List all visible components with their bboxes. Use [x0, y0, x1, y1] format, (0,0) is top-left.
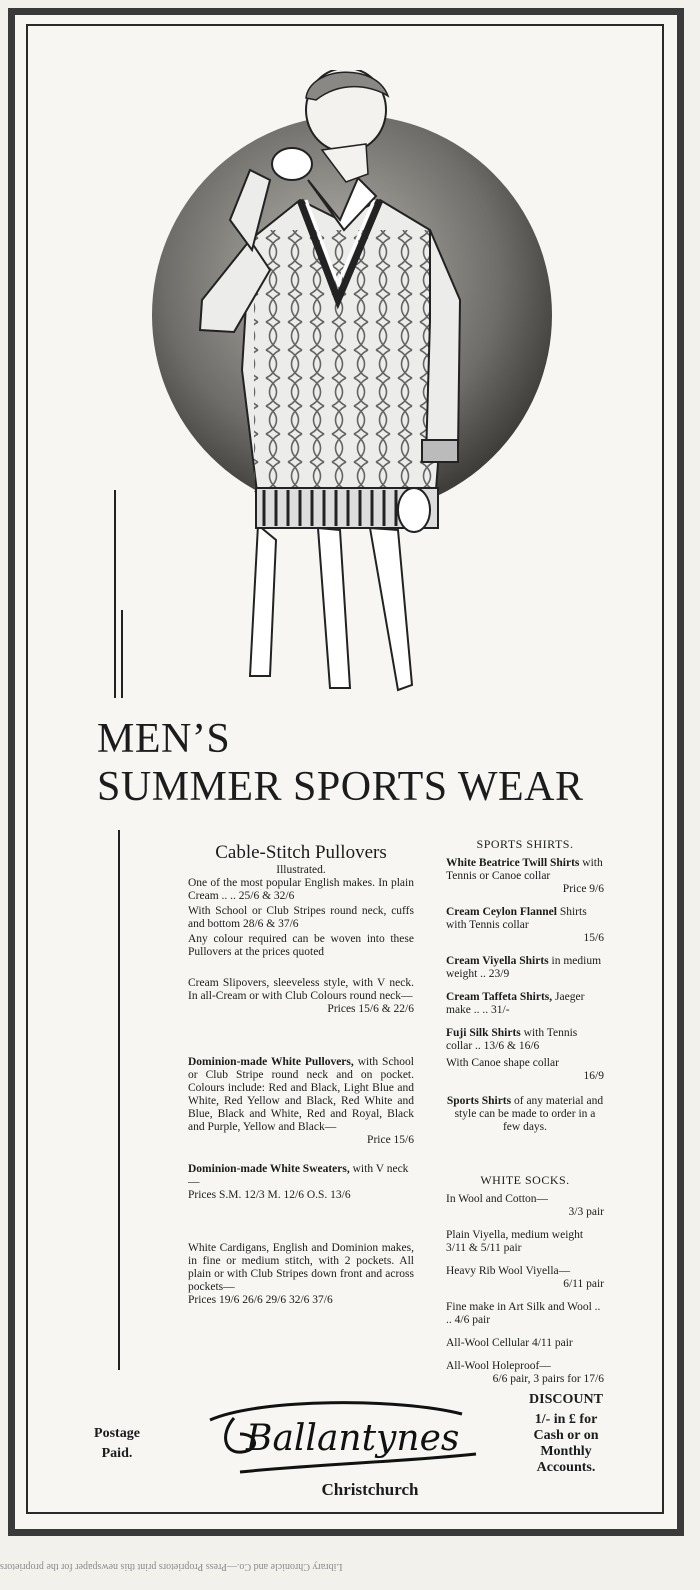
cardigans-item: White Cardigans, English and Dominion makes, in fine or medium stitch, with 2 pockets. All plain or with Club Stripes down front and across pockets—	[188, 1242, 414, 1293]
shirt-item-3-text: in medium weight .. 23/9	[446, 955, 602, 980]
dominion-sweaters-item	[188, 1163, 414, 1189]
dominion-pullovers-price: Price 15/6	[367, 1134, 414, 1146]
pullovers-item-2: With School or Club Stripes round neck, cuffs and bottom 28/6 & 37/6	[188, 905, 414, 930]
postage-line-2: Paid.	[101, 1446, 133, 1461]
sock-item-1: In Wool and Cotton—	[446, 1193, 549, 1205]
slipovers-item: Cream Slipovers, sleeveless style, with V neck. In all-Cream or with Club Colours round neck—	[188, 977, 414, 1002]
brand-signature: Ballantynes	[246, 1418, 460, 1459]
discount-line-2: 1/- in £ for	[534, 1412, 598, 1427]
shirt-item-1-text: with Tennis or Canoe collar	[446, 857, 603, 882]
headline-line-2: SUMMER SPORTS WEAR	[97, 764, 584, 810]
pullovers-item-1: One of the most popular English makes. In plain Cream .. .. 25/6 & 32/6	[188, 877, 414, 902]
page-footer-mirrored-text: Library Chronicle and Co.—Press Proprietors print this newspaper for the proprietors	[0, 1561, 343, 1572]
shirt-item-5	[446, 1027, 604, 1053]
pullovers-subheading: Illustrated.	[276, 864, 326, 876]
shirt-item-6-lead: Sports Shirts	[446, 1095, 512, 1107]
headline-line-1: MEN’S	[97, 716, 231, 762]
left-rule-bottom	[118, 830, 120, 1370]
sock-item-5: All-Wool Cellular 4/11 pair	[446, 1337, 573, 1349]
sock-item-6-price: 6/6 pair, 3 pairs for 17/6	[492, 1373, 604, 1385]
shirts-socks-column	[446, 838, 604, 1386]
pullovers-heading: Cable-Stitch Pullovers	[215, 842, 387, 863]
slipovers-price: Prices 15/6 & 22/6	[327, 1003, 414, 1015]
sports-shirts-heading: SPORTS SHIRTS.	[476, 837, 574, 851]
sock-item-4: Fine make in Art Silk and Wool .. .. 4/6 pair	[446, 1301, 601, 1326]
shirt-item-5b-price: 16/9	[583, 1070, 604, 1082]
discount-line-1: DISCOUNT	[529, 1392, 603, 1407]
left-rule-top-2	[121, 610, 123, 698]
dominion-sweaters-price: Prices S.M. 12/3 M. 12/6 O.S. 13/6	[188, 1189, 351, 1201]
shirt-item-5-text: with Tennis collar .. 13/6 & 16/6	[446, 1027, 578, 1052]
dominion-pullovers-text: with School or Club Stripe round neck and on pocket. Colours include: Red and Black, Light Blue and White, Red Yellow and Black, Red White and Blue, Black and White, Red and Royal, Black and Purple, Yellow and Black—	[188, 1056, 414, 1133]
shirt-item-2-text: Shirts with Tennis collar	[446, 906, 587, 931]
sock-item-6: All-Wool Holeproof—	[446, 1360, 551, 1372]
postage-line-1: Postage	[94, 1426, 140, 1441]
shirt-item-1	[446, 857, 604, 883]
shirt-item-2-lead: Cream Ceylon Flannel	[446, 906, 557, 918]
cardigans-price: Prices 19/6 26/6 29/6 32/6 37/6	[188, 1294, 333, 1306]
sock-item-3: Heavy Rib Wool Viyella—	[446, 1265, 571, 1277]
postage-note	[82, 1424, 152, 1464]
dominion-sweaters-lead: Dominion-made White Sweaters,	[188, 1163, 350, 1175]
dominion-pullovers-lead: Dominion-made White Pullovers,	[188, 1056, 354, 1068]
shirt-item-1-lead: White Beatrice Twill Shirts	[446, 857, 580, 869]
pullovers-column	[188, 842, 414, 1307]
shirt-item-1-price: Price 9/6	[562, 883, 604, 895]
pullovers-item-3: Any colour required can be woven into these Pullovers at the prices quoted	[188, 933, 414, 958]
shirt-item-6-text: of any material and style can be made to order in a few days.	[454, 1095, 604, 1133]
discount-line-4: Monthly	[540, 1444, 592, 1459]
sock-item-3-price: 6/11 pair	[563, 1278, 604, 1290]
shirt-item-2-price: 15/6	[583, 932, 604, 944]
dominion-pullovers-item	[188, 1056, 414, 1134]
sock-item-2: Plain Viyella, medium weight 3/11 & 5/11 pair	[446, 1229, 584, 1254]
shirt-item-5b: With Canoe shape collar	[446, 1057, 559, 1069]
dominion-sweaters-text: with V neck—	[188, 1163, 409, 1188]
shirt-item-2	[446, 906, 604, 932]
sock-item-1-price: 3/3 pair	[568, 1206, 604, 1218]
discount-line-3: Cash or on	[533, 1428, 599, 1443]
man-in-pullover-illustration	[130, 70, 570, 710]
shirt-item-3	[446, 955, 604, 981]
shirt-item-5-lead: Fuji Silk Shirts	[446, 1027, 521, 1039]
left-rule-top	[114, 490, 116, 698]
shirt-item-4	[446, 991, 604, 1017]
discount-line-5: Accounts.	[536, 1460, 596, 1475]
white-socks-heading: WHITE SOCKS.	[480, 1173, 570, 1187]
shirt-item-4-text: Jaeger make .. .. 31/-	[446, 991, 585, 1016]
shirt-item-3-lead: Cream Viyella Shirts	[446, 955, 549, 967]
discount-note	[516, 1392, 616, 1476]
ballantynes-logo	[200, 1394, 480, 1486]
shirt-item-6	[446, 1095, 604, 1134]
shirt-item-4-lead: Cream Taffeta Shirts,	[446, 991, 553, 1003]
city-name: Christchurch	[321, 1480, 419, 1499]
ad-headline	[97, 718, 583, 808]
